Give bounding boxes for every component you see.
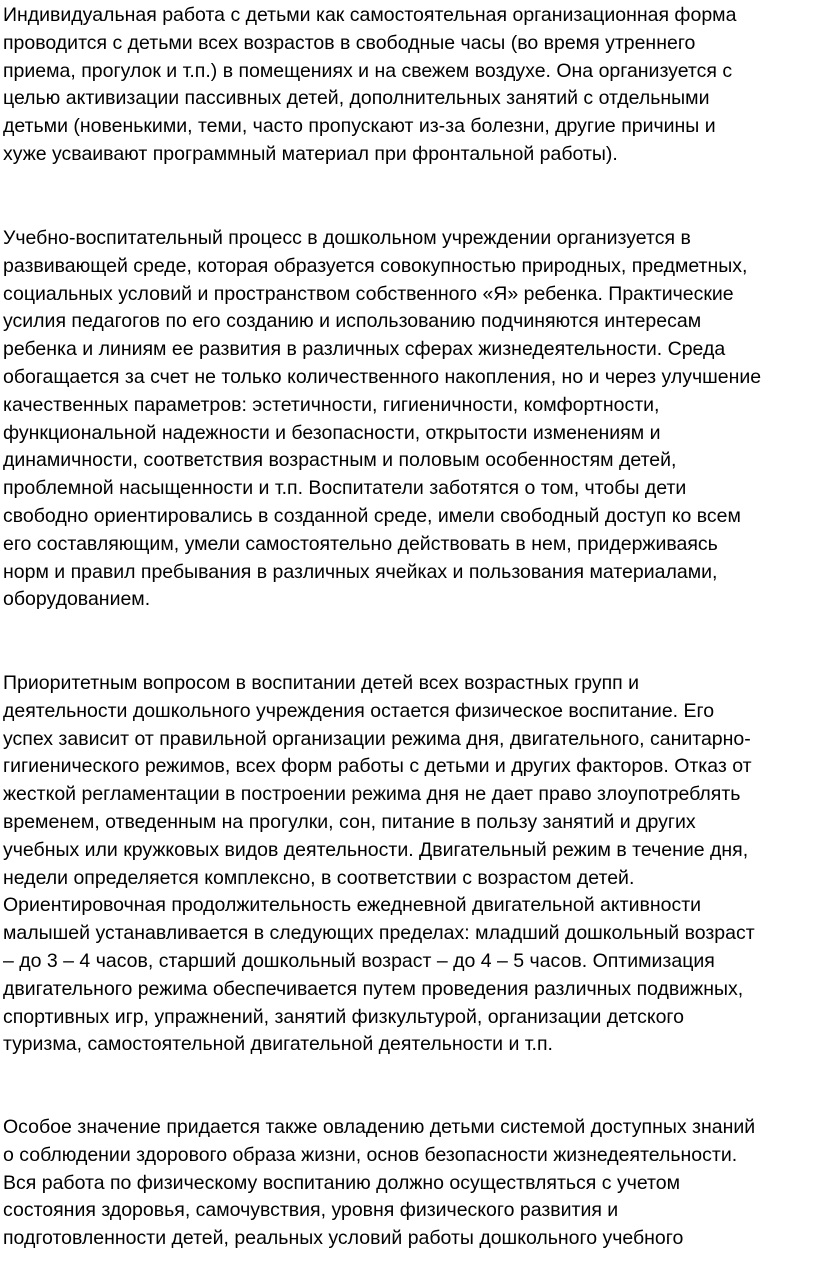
text-line: – до 3 – 4 часов, старший дошкольный возраст – до 4 – 5 часов. Оптимизация (3, 949, 715, 972)
text-line: детьми (новенькими, теми, часто пропускают из-за болезни, другие причины и (3, 115, 716, 138)
text-line: приема, прогулок и т.п.) в помещениях и на свежем воздухе. Она организуется с (3, 59, 733, 82)
text-line: гигиенического режимов, всех форм работы с детьми и других факторов. Отказ от (3, 755, 752, 778)
paragraph-educational-environment (3, 225, 761, 614)
text-line: Особое значение придается также овладению детьми системой доступных знаний (3, 1116, 756, 1138)
text-line: его составляющим, умели самостоятельно действовать в нем, придерживаясь (3, 532, 718, 555)
text-line: спортивных игр, упражнений, занятий физкультурой, организации детского (3, 1005, 684, 1028)
text-line: проводится с детьми всех возрастов в свободные часы (во время утреннего (3, 31, 696, 54)
text-line: свободно ориентировались в созданной среде, имели свободный доступ ко всем (3, 504, 741, 527)
text-line: учебных или кружковых видов деятельности. Двигательный режим в течение дня, (3, 838, 749, 861)
text-line: Приоритетным вопросом в воспитании детей всех возрастных групп и (3, 672, 640, 694)
text-line: Индивидуальная работа с детьми как самостоятельная организационная форма (3, 4, 737, 26)
text-line: ребенка и линиям ее развития в различных сферах жизнедеятельности. Среда (3, 338, 726, 361)
paragraph-healthy-lifestyle (3, 1114, 755, 1253)
paragraph-physical-education (3, 670, 755, 1059)
text-line: малышей устанавливается в следующих пределах: младший дошкольный возраст (3, 922, 755, 945)
text-line: временем, отведенным на прогулки, сон, питание в пользу занятий и других (3, 810, 696, 833)
text-line: Вся работа по физическому воспитанию должно осуществляться с учетом (3, 1171, 681, 1194)
text-line: состояния здоровья, самочувствия, уровня физического развития и (3, 1199, 619, 1222)
text-line: качественных параметров: эстетичности, гигиеничности, комфортности, (3, 393, 660, 416)
text-line: Учебно-воспитательный процесс в дошкольном учреждении организуется в (3, 227, 691, 249)
text-line: социальных условий и пространством собственного «Я» ребенка. Практические (3, 282, 734, 305)
text-line: проблемной насыщенности и т.п. Воспитатели заботятся о том, чтобы дети (3, 477, 687, 500)
text-line: Ориентировочная продолжительность ежедневной двигательной активности (3, 894, 702, 917)
text-line: деятельности дошкольного учреждения остается физическое воспитание. Его (3, 699, 715, 722)
text-line: развивающей среде, которая образуется совокупностью природных, предметных, (3, 254, 748, 277)
text-line: двигательного режима обеспечивается путем проведения различных подвижных, (3, 977, 744, 1000)
text-line: подготовленности детей, реальных условий работы дошкольного учебного (3, 1227, 684, 1250)
text-line: норм и правил пребывания в различных ячейках и пользования материалами, (3, 560, 718, 583)
text-line: целью активизации пассивных детей, дополнительных занятий с отдельными (3, 87, 710, 110)
paragraph-individual-work (3, 2, 736, 169)
text-line: недели определяется комплексно, в соответствии с возрастом детей. (3, 866, 635, 889)
text-line: динамичности, соответствия возрастным и половым особенностям детей, (3, 449, 677, 472)
text-line: усилия педагогов по его созданию и использованию подчиняются интересам (3, 310, 702, 333)
text-line: туризма, самостоятельной двигательной деятельности и т.п. (3, 1033, 553, 1056)
text-line: успех зависит от правильной организации режима дня, двигательного, санитарно- (3, 727, 751, 750)
text-line: хуже усваивают программный материал при фронтальной работы). (3, 142, 618, 165)
text-line: оборудованием. (3, 588, 151, 611)
text-line: обогащается за счет не только количественного накопления, но и через улучшение (3, 365, 762, 388)
text-line: жесткой регламентации в построении режима дня не дает право злоупотреблять (3, 783, 741, 806)
text-line: о соблюдении здорового образа жизни, основ безопасности жизнедеятельности. (3, 1143, 738, 1166)
text-line: функциональной надежности и безопасности, открытости изменениям и (3, 421, 661, 444)
